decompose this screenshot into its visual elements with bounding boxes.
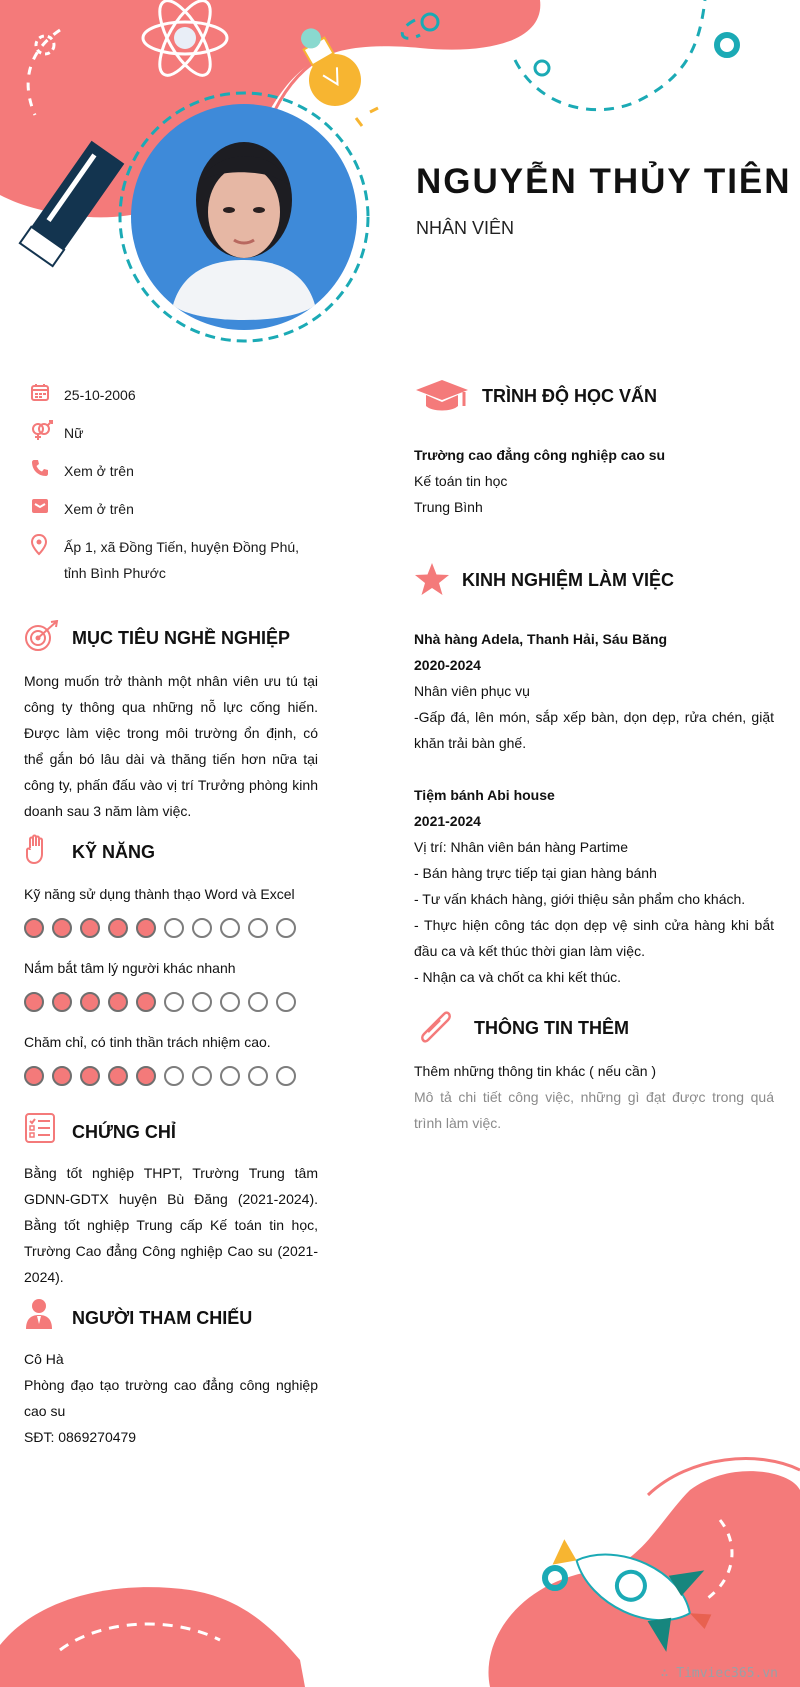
additional-line1: Thêm những thông tin khác ( nếu cần ) <box>414 1063 657 1079</box>
rating-dot-filled <box>136 1066 156 1086</box>
rating-dot-empty <box>220 992 240 1012</box>
skill-rating <box>24 918 296 938</box>
profile-photo <box>113 80 375 354</box>
education-title: TRÌNH ĐỘ HỌC VẤN <box>482 386 657 406</box>
paperclip-icon <box>414 1006 458 1050</box>
rating-dot-empty <box>164 918 184 938</box>
gender-icon <box>24 420 64 446</box>
rating-dot-empty <box>276 992 296 1012</box>
additional-line2: Mô tả chi tiết công việc, những gì đạt được trong quá trình làm việc. <box>414 1089 774 1131</box>
rating-dot-empty <box>248 918 268 938</box>
additional-block <box>414 1058 774 1136</box>
job-bullet: - Tư vấn khách hàng, giới thiệu sản phẩm cho khách. <box>414 891 746 907</box>
objective-text: Mong muốn trở thành một nhân viên ưu tú tại công ty thông qua những nỗ lực cống hiến. Được làm việc trong môi trường ổn định, có thể gắn bó lâu dài và thăng tiến hơn nữa tại công ty, phấn đấu vào vị trí Trưởng phòng kinh doanh sau 3 năm làm việc. <box>24 673 318 819</box>
rating-dot-filled <box>108 992 128 1012</box>
rating-dot-empty <box>248 992 268 1012</box>
person-icon <box>24 1298 54 1330</box>
reference-name: Cô Hà <box>24 1351 64 1367</box>
reference-phone: SĐT: 0869270479 <box>24 1429 137 1445</box>
rating-dot-filled <box>108 918 128 938</box>
references-block <box>24 1346 318 1450</box>
job-period: 2020-2024 <box>414 657 481 673</box>
additional-title: THÔNG TIN THÊM <box>474 1018 629 1038</box>
contact-phone <box>24 458 134 484</box>
job-entry <box>414 626 774 756</box>
skill-label: Chăm chỉ, có tinh thần trách nhiệm cao. <box>24 1034 271 1050</box>
location-pin-icon <box>24 534 64 586</box>
rating-dot-filled <box>24 1066 44 1086</box>
job-bullet: - Nhận ca và chốt ca khi kết thúc. <box>414 969 621 985</box>
contact-email <box>24 496 134 522</box>
teal-ring-large <box>717 35 737 55</box>
teal-ring-small-2 <box>535 61 549 75</box>
job-entry <box>414 782 774 990</box>
education-school: Trường cao đẳng công nghiệp cao su <box>414 447 666 463</box>
skill-item <box>24 960 296 1012</box>
star-icon <box>414 562 450 596</box>
experience-title: KINH NGHIỆM LÀM VIỆC <box>462 570 675 590</box>
rating-dot-filled <box>52 918 72 938</box>
skill-item <box>24 1034 296 1086</box>
objective-title: MỤC TIÊU NGHỀ NGHIỆP <box>72 628 291 648</box>
phone-icon <box>24 458 64 484</box>
email-icon <box>24 496 64 522</box>
skill-label: Kỹ năng sử dụng thành thạo Word và Excel <box>24 886 295 902</box>
job-position: Vị trí: Nhân viên bán hàng Partime <box>414 839 629 855</box>
rating-dot-filled <box>24 918 44 938</box>
certificates-title: CHỨNG CHỈ <box>72 1122 176 1142</box>
rating-dot-empty <box>192 1066 212 1086</box>
target-icon <box>24 620 60 652</box>
rating-dot-empty <box>248 1066 268 1086</box>
skill-rating <box>24 1066 296 1086</box>
candidate-role: NHÂN VIÊN <box>416 218 515 238</box>
reference-org: Phòng đạo tạo trường cao đẳng công nghiệp cao su <box>24 1377 318 1419</box>
bottom-teal-ring <box>545 1568 565 1588</box>
job-description: -Gấp đá, lên món, sắp xếp bàn, dọn dẹp, rửa chén, giặt khăn trải bàn ghế. <box>414 709 774 751</box>
rating-dot-empty <box>220 1066 240 1086</box>
job-period: 2021-2024 <box>414 813 481 829</box>
rating-dot-filled <box>52 1066 72 1086</box>
address-line2: tỉnh Bình Phước <box>64 565 166 581</box>
skill-rating <box>24 992 296 1012</box>
phone-text[interactable]: Xem ở trên <box>64 463 134 479</box>
contact-address <box>24 534 299 586</box>
graduation-cap-icon <box>414 378 470 414</box>
contact-gender <box>24 420 83 446</box>
rating-dot-filled <box>136 918 156 938</box>
rating-dot-empty <box>164 1066 184 1086</box>
contact-info <box>24 382 334 602</box>
rating-dot-empty <box>192 992 212 1012</box>
rating-dot-empty <box>192 918 212 938</box>
gender-text: Nữ <box>64 425 84 441</box>
job-position: Nhân viên phục vụ <box>414 683 530 699</box>
checklist-icon <box>24 1112 56 1144</box>
rating-dot-empty <box>220 918 240 938</box>
job-bullet: - Bán hàng trực tiếp tại gian hàng bánh <box>414 865 657 881</box>
job-company: Tiệm bánh Abi house <box>414 787 555 803</box>
skill-item <box>24 886 296 938</box>
email-text[interactable]: Xem ở trên <box>64 501 134 517</box>
education-grade: Trung Bình <box>414 499 483 515</box>
hand-icon <box>24 834 50 866</box>
bottom-left-blob <box>0 1587 305 1687</box>
rating-dot-empty <box>276 1066 296 1086</box>
skills-title: KỸ NĂNG <box>72 842 156 862</box>
rating-dot-filled <box>24 992 44 1012</box>
rating-dot-filled <box>108 1066 128 1086</box>
job-company: Nhà hàng Adela, Thanh Hải, Sáu Băng <box>414 631 668 647</box>
job-bullet: - Thực hiện công tác dọn dẹp vệ sinh cửa hàng khi bắt đầu ca và kết thúc thời gian làm việc. <box>414 917 774 959</box>
address-line1: Ấp 1, xã Đồng Tiến, huyện Đồng Phú, <box>64 539 300 555</box>
watermark-text: Timviec365.vn <box>676 1666 778 1681</box>
rating-dot-filled <box>80 1066 100 1086</box>
rating-dot-filled <box>136 992 156 1012</box>
contact-birthday <box>24 382 136 408</box>
rating-dot-filled <box>80 918 100 938</box>
rating-dot-filled <box>52 992 72 1012</box>
skill-label: Nắm bắt tâm lý người khác nhanh <box>24 960 236 976</box>
address-block <box>64 534 299 586</box>
calendar-icon <box>24 382 64 408</box>
rating-dot-filled <box>80 992 100 1012</box>
candidate-name: NGUYỄN THỦY TIÊN <box>416 162 792 201</box>
education-major: Kế toán tin học <box>414 473 508 489</box>
rating-dot-empty <box>164 992 184 1012</box>
birthday-text: 25-10-2006 <box>64 387 136 403</box>
watermark-icon: ∴ <box>660 1666 677 1681</box>
references-title: NGƯỜI THAM CHIẾU <box>72 1308 253 1328</box>
certificates-text: Bằng tốt nghiệp THPT, Trường Trung tâm GDNN-GDTX huyện Bù Đăng (2021-2024). Bằng tốt nghiệp Trung cấp Kế toán tin học, Trường Cao đẳng Công nghiệp Cao su (2021-2024). <box>24 1165 318 1285</box>
rating-dot-empty <box>276 918 296 938</box>
education-block <box>414 442 774 520</box>
watermark <box>661 1666 778 1681</box>
